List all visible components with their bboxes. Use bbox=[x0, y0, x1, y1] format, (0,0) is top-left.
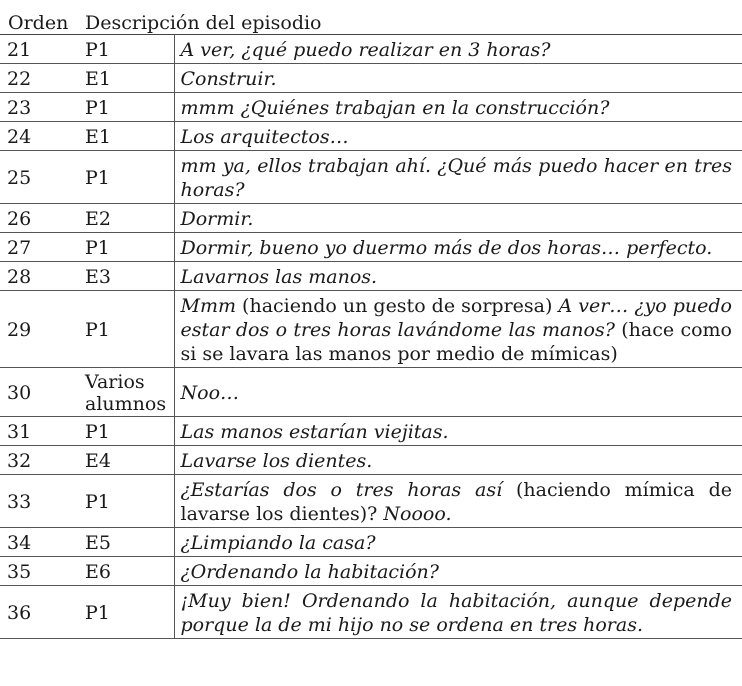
table-row bbox=[0, 93, 742, 122]
row-speaker: E5 bbox=[81, 528, 174, 557]
row-order: 21 bbox=[0, 35, 81, 64]
table-row bbox=[0, 446, 742, 475]
table-header bbox=[0, 4, 742, 35]
row-description: A ver, ¿qué puedo realizar en 3 horas? bbox=[174, 35, 742, 64]
row-speaker: P1 bbox=[81, 233, 174, 262]
row-speaker: E4 bbox=[81, 446, 174, 475]
table-row bbox=[0, 586, 742, 639]
row-speaker: E1 bbox=[81, 64, 174, 93]
description-fragment: ¿Estarías dos o tres horas así bbox=[180, 479, 503, 501]
row-speaker: E2 bbox=[81, 204, 174, 233]
row-description: ¡Muy bien! Ordenando la habitación, aunque depende porque la de mi hijo no se ordena en tres horas. bbox=[174, 586, 742, 639]
row-order: 30 bbox=[0, 368, 81, 417]
row-order: 35 bbox=[0, 557, 81, 586]
row-order: 28 bbox=[0, 262, 81, 291]
row-description bbox=[174, 475, 742, 528]
row-order: 25 bbox=[0, 151, 81, 204]
table-row bbox=[0, 204, 742, 233]
row-speaker: P1 bbox=[81, 35, 174, 64]
row-order: 26 bbox=[0, 204, 81, 233]
row-description: ¿Ordenando la habitación? bbox=[174, 557, 742, 586]
table-row bbox=[0, 64, 742, 93]
row-description: Las manos estarían viejitas. bbox=[174, 417, 742, 446]
row-order: 29 bbox=[0, 291, 81, 368]
table-row bbox=[0, 557, 742, 586]
row-speaker: P1 bbox=[81, 93, 174, 122]
table-body bbox=[0, 35, 742, 639]
row-speaker: E3 bbox=[81, 262, 174, 291]
row-speaker: E1 bbox=[81, 122, 174, 151]
row-description: Construir. bbox=[174, 64, 742, 93]
description-fragment: (haciendo mímica de lavarse los dientes)? bbox=[180, 479, 732, 525]
row-speaker: P1 bbox=[81, 475, 174, 528]
row-description: Dormir, bueno yo duermo más de dos horas… perfecto. bbox=[174, 233, 742, 262]
row-order: 34 bbox=[0, 528, 81, 557]
header-description: Descripción del episodio bbox=[81, 4, 742, 35]
table-row bbox=[0, 368, 742, 417]
row-speaker: P1 bbox=[81, 151, 174, 204]
table-row bbox=[0, 528, 742, 557]
row-description: ¿Limpiando la casa? bbox=[174, 528, 742, 557]
table-row bbox=[0, 291, 742, 368]
table-row bbox=[0, 122, 742, 151]
row-order: 27 bbox=[0, 233, 81, 262]
row-description: mm ya, ellos trabajan ahí. ¿Qué más puedo hacer en tres horas? bbox=[174, 151, 742, 204]
description-fragment: A ver… ¿yo puedo estar dos o tres horas lavándome las manos? bbox=[180, 295, 732, 341]
row-description: Lavarnos las manos. bbox=[174, 262, 742, 291]
row-order: 31 bbox=[0, 417, 81, 446]
table-row bbox=[0, 262, 742, 291]
row-order: 23 bbox=[0, 93, 81, 122]
description-fragment: Noooo. bbox=[383, 503, 452, 525]
description-fragment: (hace como si se lavara las manos por medio de mímicas) bbox=[180, 319, 732, 365]
row-speaker: P1 bbox=[81, 417, 174, 446]
row-description: Lavarse los dientes. bbox=[174, 446, 742, 475]
episode-table bbox=[0, 4, 742, 639]
row-description bbox=[174, 291, 742, 368]
row-speaker: E6 bbox=[81, 557, 174, 586]
description-fragment: Mmm bbox=[180, 295, 236, 317]
row-order: 22 bbox=[0, 64, 81, 93]
row-speaker: P1 bbox=[81, 291, 174, 368]
description-fragment: (haciendo un gesto de sorpresa) bbox=[236, 295, 559, 317]
table-row bbox=[0, 233, 742, 262]
table-row bbox=[0, 151, 742, 204]
row-speaker: P1 bbox=[81, 586, 174, 639]
row-order: 36 bbox=[0, 586, 81, 639]
row-description: mmm ¿Quiénes trabajan en la construcción? bbox=[174, 93, 742, 122]
row-description: Noo… bbox=[174, 368, 742, 417]
table-row bbox=[0, 417, 742, 446]
row-description: Los arquitectos… bbox=[174, 122, 742, 151]
table-row bbox=[0, 475, 742, 528]
row-description: Dormir. bbox=[174, 204, 742, 233]
header-order: Orden bbox=[0, 4, 81, 35]
row-order: 33 bbox=[0, 475, 81, 528]
table-row bbox=[0, 35, 742, 64]
row-speaker: Varios alumnos bbox=[81, 368, 174, 417]
row-order: 32 bbox=[0, 446, 81, 475]
row-order: 24 bbox=[0, 122, 81, 151]
